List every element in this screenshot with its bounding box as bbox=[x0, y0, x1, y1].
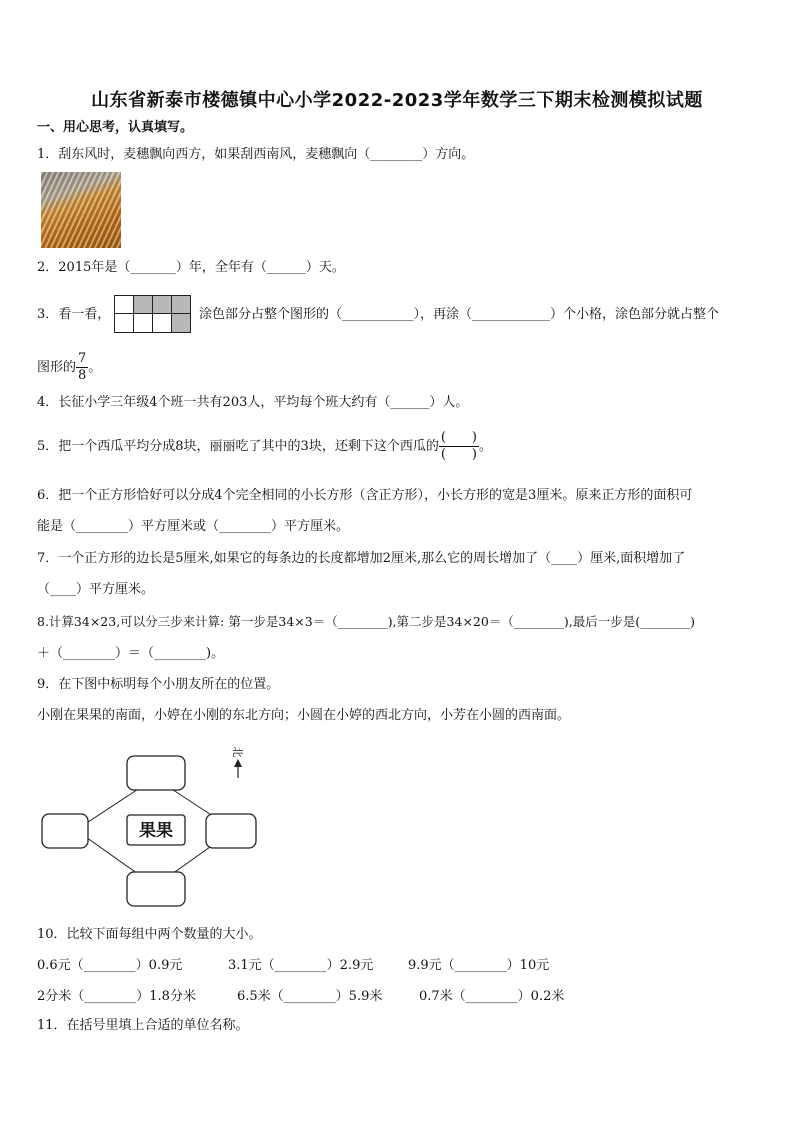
box-south bbox=[127, 872, 185, 906]
question-8-line1: 8.计算34×23,可以分三步来计算: 第一步是34×3＝（________),第二步是34×20＝（________),最后一步是(________) bbox=[37, 614, 695, 629]
question-5-text: 5．把一个西瓜平均分成8块，丽丽吃了其中的3块，还剩下这个西瓜的 bbox=[37, 439, 439, 454]
question-7-line2: （____）平方厘米。 bbox=[37, 582, 155, 597]
answer-numerator: ( ) bbox=[440, 430, 477, 445]
question-1: 1．刮东风时，麦穗飘向西方，如果刮西南风，麦穗飘向（________）方向。 bbox=[37, 147, 475, 162]
grid-cell-empty bbox=[153, 314, 172, 332]
q10-row2-item1: 2分米（________）1.8分米 bbox=[37, 989, 196, 1004]
question-10: 10．比较下面每组中两个数量的大小。 bbox=[37, 927, 262, 942]
question-3-line2 bbox=[37, 348, 101, 388]
answer-denominator: ( ) bbox=[440, 447, 477, 462]
fraction-seven-eighths bbox=[76, 351, 88, 384]
grid-cell-shaded bbox=[134, 296, 153, 314]
q10-row1-item3: 9.9元（________）10元 bbox=[408, 958, 550, 973]
grid-cell-empty bbox=[115, 296, 134, 314]
question-2: 2．2015年是（_______）年，全年有（______）天。 bbox=[37, 260, 345, 275]
question-6-line2: 能是（________）平方厘米或（________）平方厘米。 bbox=[37, 519, 350, 534]
grid-cell-empty bbox=[115, 314, 134, 332]
question-9: 9．在下图中标明每个小朋友所在的位置。 bbox=[37, 677, 280, 692]
question-11: 11．在括号里填上合适的单位名称。 bbox=[37, 1018, 249, 1033]
wheat-photo bbox=[41, 172, 121, 248]
center-label: 果果 bbox=[139, 821, 173, 841]
grid-cell-shaded bbox=[172, 296, 190, 314]
q10-row1-item1: 0.6元（________）0.9元 bbox=[37, 958, 183, 973]
answer-fraction bbox=[439, 430, 479, 463]
page-title: 山东省新泰市楼德镇中心小学2022-2023学年数学三下期末检测模拟试题 bbox=[91, 90, 703, 111]
question-9-description: 小刚在果果的南面，小婷在小刚的东北方向；小圆在小婷的西北方向，小芳在小圆的西南面。 bbox=[37, 708, 571, 723]
q10-row2-item3: 0.7米（________）0.2米 bbox=[419, 989, 565, 1004]
q10-row2-item2: 6.5米（________）5.9米 bbox=[237, 989, 383, 1004]
box-west bbox=[42, 814, 88, 848]
grid-cell-shaded bbox=[172, 314, 190, 332]
question-8-line2: ＋（________）＝（________)。 bbox=[37, 646, 225, 661]
position-diagram bbox=[38, 740, 268, 920]
question-3-prefix: 3．看一看， bbox=[37, 307, 111, 322]
question-5 bbox=[37, 425, 492, 469]
question-6-line1: 6．把一个正方形恰好可以分成4个完全相同的小长方形（含正方形），小长方形的宽是3厘米。原来正方形的面积可 bbox=[37, 488, 693, 503]
question-7-line1: 7．一个正方形的边长是5厘米,如果它的每条边的长度都增加2厘米,那么它的周长增加了（____）厘米,面积增加了 bbox=[37, 551, 686, 566]
question-5-end: 。 bbox=[478, 439, 492, 454]
north-label: 北 bbox=[231, 746, 244, 758]
question-3-text: 涂色部分占整个图形的（___________），再涂（____________）个小格，涂色部分就占整个 bbox=[199, 307, 720, 322]
fraction-denominator: 8 bbox=[78, 368, 87, 383]
fraction-numerator: 7 bbox=[78, 351, 87, 366]
box-east bbox=[206, 814, 256, 848]
grid-cell-empty bbox=[134, 314, 153, 332]
question-4: 4．长征小学三年级4个班一共有203人，平均每个班大约有（______）人。 bbox=[37, 395, 469, 410]
north-arrow-icon bbox=[234, 759, 242, 767]
box-north bbox=[127, 756, 185, 790]
question-3-line2-end: 。 bbox=[88, 360, 102, 375]
section-heading: 一、用心思考，认真填写。 bbox=[37, 120, 194, 135]
q10-row1-item2: 3.1元（________）2.9元 bbox=[228, 958, 374, 973]
grid-cell-shaded bbox=[153, 296, 172, 314]
question-3-line2-prefix: 图形的 bbox=[37, 360, 77, 375]
shaded-grid bbox=[114, 295, 191, 333]
